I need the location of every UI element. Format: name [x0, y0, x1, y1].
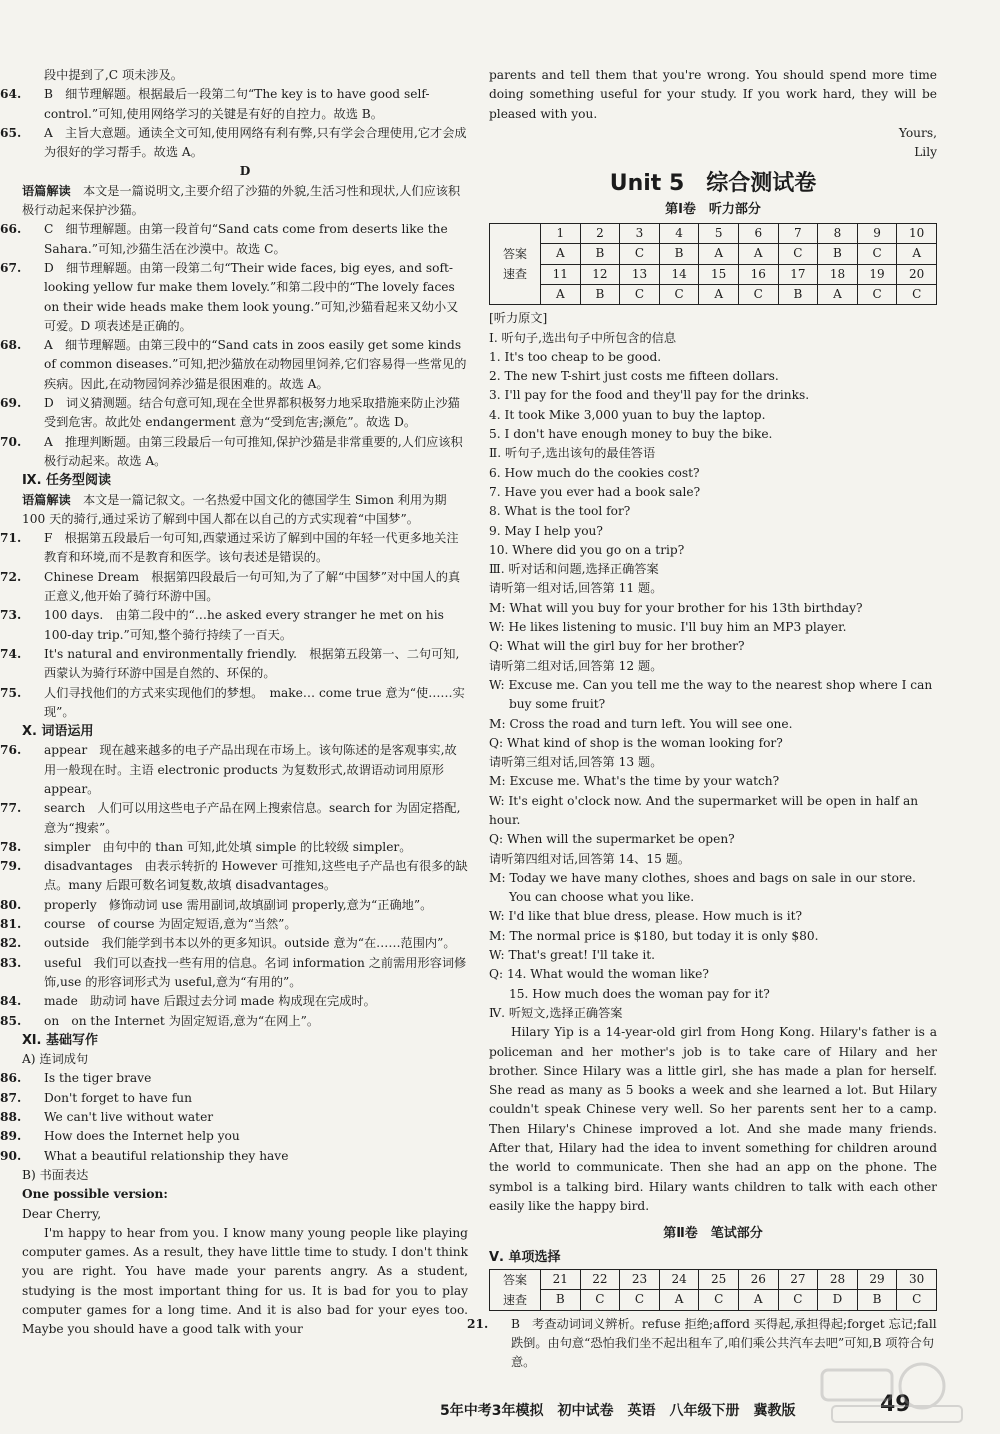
table-cell: 12 [580, 264, 620, 284]
text-line: 段中提到了,C 项未涉及。 [44, 68, 183, 82]
subsection-heading: B) 书面表达 [22, 1167, 89, 1182]
table-cell: 13 [620, 264, 660, 284]
table-cell: B [778, 284, 818, 304]
answer-item: 88. We can't live without water [0, 1110, 214, 1125]
table-cell: 21 [541, 1269, 581, 1290]
part-title: 第Ⅱ卷 笔试部分 [663, 1226, 763, 1242]
table-cell: 3 [620, 224, 660, 244]
table-cell: C [620, 284, 660, 304]
table-cell: 20 [897, 264, 937, 284]
table-cell: 16 [738, 264, 778, 284]
script-line: 5. I don't have enough money to buy the bike. [489, 427, 773, 442]
answer-item: 80. properly 修饰动词 use 需用副词,故填副词 properly,意为“正确地”。 [0, 897, 433, 912]
table-cell: 30 [897, 1269, 937, 1290]
answer-item: 84. made 助动词 have 后跟过去分词 made 构成现在完成时。 [0, 994, 376, 1009]
answer-item: 69. D 词义猜测题。结合句意可知,现在全世界都积极努力地采取措施来防止沙猫受到危害。故此处 endangerment 意为“受到危害;濒危”。故选 D。 [0, 396, 460, 430]
dialog-line: W: It's eight o'clock now. And the supermarket will be open in half an hour. [489, 793, 919, 827]
sample-label: One possible version: [22, 1187, 168, 1202]
answer-item: 74. It's natural and environmentally friendly. 根据第五段第一、二句可知,西蒙认为骑行环游中国是自然的、环保的。 [0, 646, 460, 681]
table-cell: 18 [818, 264, 858, 284]
answer-table-label: 答案 速查 [490, 1269, 541, 1310]
letter-body: I'm happy to hear from you. I know many young people like playing computer games. As a result, they have little time to study. I don't think you are right. You have made your parents angry. As a student, studying is the most important thing for us. It is bad for you to play computer games for a long time. And it is also bad for your eyes too. Maybe you should have a good talk with your [22, 1225, 468, 1337]
answer-item: 81. course of course 为固定短语,意为“当然”。 [0, 917, 297, 932]
table-cell: 23 [620, 1269, 660, 1290]
table-cell: 9 [857, 224, 897, 244]
table-cell: 22 [580, 1269, 620, 1290]
answer-item: 77. search 人们可以用这些电子产品在网上搜索信息。search for 为固定搭配,意为“搜索”。 [0, 801, 461, 835]
script-line: 7. Have you ever had a book sale? [489, 484, 701, 499]
letter-closing: Yours, [898, 125, 937, 140]
table-cell: 8 [818, 224, 858, 244]
answer-item: 73. 100 days. 由第二段中的“…he asked every stranger he met on his 100-day trip.”可知,整个骑行持续了一百天。 [0, 608, 444, 642]
section-letter: D [239, 164, 251, 179]
table-cell: 10 [897, 224, 937, 244]
table-cell: 26 [738, 1269, 778, 1290]
table-cell: 4 [659, 224, 699, 244]
answer-item: 65. A 主旨大意题。通读全文可知,使用网络有利有弊,只有学会合理使用,它才会成为很好的学习帮手。故选 A。 [0, 125, 467, 160]
table-cell: A [699, 244, 739, 264]
table-cell: B [818, 244, 858, 264]
section-heading: Ⅰ. 听句子,选出句子中所包含的信息 [489, 330, 677, 345]
group-note: 请听第三组对话,回答第 13 题。 [489, 755, 663, 770]
table-cell: B [659, 244, 699, 264]
listening-passage: Hilary Yip is a 14-year-old girl from Hong Kong. Hilary's father is a policeman and her mother's job is to take care of Hilary and her brother. Since Hilary was a little girl, she has made a plan for herself. She read as many as 5 books a week and she learned a lot. But Hilary couldn't speak Chinese very well. So her parents sent her to a camp. Then Hilary's Chinese improved a lot. And she made many friends. After that, Hilary had the idea to invent something for children around the world to communicate. Then she had an app on the phone. The symbol is a talking bird. Hilary wants children to talk with each other easily like the happy bird. [489, 1025, 937, 1213]
section-heading: Ⅴ. 单项选择 [489, 1249, 561, 1265]
answer-item: 87. Don't forget to have fun [0, 1090, 192, 1105]
answer-item: 71. F 根据第五段最后一句可知,西蒙通过采访了解到中国的年轻一代更多地关注教育和环境,而不是教育和医学。该句表述是错误的。 [0, 531, 459, 565]
table-cell: C [857, 284, 897, 304]
page-footer: 5年中考3年模拟 初中试卷 英语 八年级下册 冀教版 [440, 1403, 796, 1419]
answer-item: 66. C 细节理解题。由第一段首句“Sand cats come from deserts like the Sahara.”可知,沙猫生活在沙漠中。故选 C。 [0, 222, 448, 256]
table-cell: C [738, 284, 778, 304]
table-cell: C [580, 1290, 620, 1311]
table-cell: C [620, 1290, 660, 1311]
table-cell: C [778, 244, 818, 264]
answer-table-written [489, 1269, 937, 1311]
answer-item: 78. simpler 由句中的 than 可知,此处填 simple 的比较级 simpler。 [0, 839, 412, 854]
table-cell: 14 [659, 264, 699, 284]
table-cell: 7 [778, 224, 818, 244]
answer-item: 86. Is the tiger brave [0, 1071, 152, 1086]
table-cell: 6 [738, 224, 778, 244]
table-cell: A [541, 284, 581, 304]
dialog-line: W: That's great! I'll take it. [489, 948, 655, 963]
table-cell: A [738, 244, 778, 264]
answer-table-listening [489, 223, 937, 305]
letter-signature: Lily [914, 145, 937, 160]
dialog-line: Q: 14. What would the woman like? [489, 967, 709, 982]
answer-item: 85. on on the Internet 为固定短语,意为“在网上”。 [0, 1013, 320, 1028]
watermark-logo-icon [812, 1360, 972, 1426]
answer-item: 76. appear 现在越来越多的电子产品出现在市场上。该句陈述的是客观事实,故用一般现在时。主语 electronic products 为复数形式,故谓语动词用原形 appear。 [0, 743, 457, 796]
answer-item: 68. A 细节理解题。由第三段中的“Sand cats in zoos easily get some kinds of common diseases.”可知,把沙猫放在动物园里饲养,它们容易得一些常见的疾病。因此,在动物园饲养沙猫是很困难的。故选 A。 [0, 338, 467, 391]
dialog-line: Q: When will the supermarket be open? [489, 832, 735, 847]
dialog-line: M: Cross the road and turn left. You will see one. [489, 716, 793, 731]
section-heading: Ⅱ. 听句子,选出该句的最佳答语 [489, 446, 656, 461]
group-note: 请听第四组对话,回答第 14、15 题。 [489, 851, 691, 866]
table-cell: C [778, 1290, 818, 1311]
dialog-line: W: I'd like that blue dress, please. How much is it? [489, 909, 803, 924]
left-column [0, 66, 468, 1340]
answer-item: 79. disadvantages 由表示转折的 However 可推知,这些电子产品也有很多的缺点。many 后跟可数名词复数,故填 disadvantages。 [0, 859, 468, 893]
right-column [467, 66, 937, 1373]
dialog-line: M: What will you buy for your brother for his 13th birthday? [489, 600, 863, 615]
dialog-line: M: Excuse me. What's the time by your watch? [489, 774, 780, 789]
script-line: 3. I'll pay for the food and they'll pay for the drinks. [489, 388, 810, 403]
script-label: [听力原文] [489, 311, 548, 326]
answer-table-label: 答案 速查 [490, 224, 541, 305]
table-cell: D [818, 1290, 858, 1311]
answer-item: 67. D 细节理解题。由第一段第二句“Their wide faces, big eyes, and soft-looking yellow fur make them lovely.”和第二段中的“The lovely faces on their wide heads make them look young.”可知,沙猫看起来又幼小又可爱。D 项表述是正确的。 [0, 260, 459, 333]
section-heading: Ⅺ. 基础写作 [22, 1032, 99, 1048]
passage-intro: 语篇解读 本文是一篇说明文,主要介绍了沙猫的外貌,生活习性和现状,人们应该积极行动起来保护沙猫。 [22, 183, 461, 218]
dialog-line: Q: What kind of shop is the woman looking for? [489, 735, 783, 750]
table-cell: 1 [541, 224, 581, 244]
script-line: 9. May I help you? [489, 523, 603, 538]
dialog-line: M: Today we have many clothes, shoes and bags on sale in our store. You can choose what you like. [489, 870, 916, 905]
section-heading: Ⅸ. 任务型阅读 [22, 473, 112, 489]
table-cell: C [897, 1290, 937, 1311]
answer-item: 72. Chinese Dream 根据第四段最后一句可知,为了了解“中国梦”对中国人的真正意义,他开始了骑行环游中国。 [0, 569, 461, 604]
table-cell: 17 [778, 264, 818, 284]
section-heading: Ⅲ. 听对话和问题,选择正确答案 [489, 562, 659, 577]
table-cell: 25 [699, 1269, 739, 1290]
answer-item: 70. A 推理判断题。由第三段最后一句可推知,保护沙猫是非常重要的,人们应该积极行动起来。故选 A。 [0, 434, 463, 468]
script-line: 4. It took Mike 3,000 yuan to buy the laptop. [489, 407, 766, 422]
passage-intro: 语篇解读 本文是一篇记叙文。一名热爱中国文化的德国学生 Simon 利用为期 100 天的骑行,通过采访了解到中国人都在以自己的方式实现着“中国梦”。 [22, 492, 447, 526]
table-cell: C [699, 1290, 739, 1311]
dialog-line: 15. How much does the woman pay for it? [509, 986, 770, 1001]
script-line: 2. The new T-shirt just costs me fifteen dollars. [489, 369, 779, 384]
dialog-line: W: He likes listening to music. I'll buy him an MP3 player. [489, 620, 847, 635]
script-line: 10. Where did you go on a trip? [489, 542, 685, 557]
group-note: 请听第一组对话,回答第 11 题。 [489, 581, 663, 596]
answer-item: 83. useful 我们可以查找一些有用的信息。名词 information 之前需用形容词修饰,use 的形容词形式为 useful,意为“有用的”。 [0, 955, 467, 989]
table-cell: 29 [857, 1269, 897, 1290]
dialog-line: M: The normal price is $180, but today it is only $80. [489, 928, 819, 943]
table-cell: 2 [580, 224, 620, 244]
script-line: 6. How much do the cookies cost? [489, 465, 700, 480]
table-cell: A [659, 1290, 699, 1311]
answer-item: 64. B 细节理解题。根据最后一段第二句“The key is to have good self-control.”可知,使用网络学习的关键是有好的自控力。故选 B。 [0, 87, 430, 121]
table-cell: 27 [778, 1269, 818, 1290]
subsection-heading: A) 连词成句 [22, 1052, 89, 1067]
answer-item: 82. outside 我们能学到书本以外的更多知识。outside 意为“在……范围内”。 [0, 936, 456, 951]
table-cell: 28 [818, 1269, 858, 1290]
table-cell: B [857, 1290, 897, 1311]
section-heading: Ⅳ. 听短文,选择正确答案 [489, 1005, 623, 1020]
answer-item: 90. What a beautiful relationship they have [0, 1148, 289, 1163]
letter-greeting: Dear Cherry, [22, 1206, 102, 1221]
dialog-line: Q: What will the girl buy for her brother? [489, 639, 745, 654]
table-cell: C [897, 284, 937, 304]
script-line: 8. What is the tool for? [489, 504, 631, 519]
answer-item: 89. How does the Internet help you [0, 1129, 240, 1144]
table-cell: B [580, 284, 620, 304]
answer-item: 75. 人们寻找他们的方式来实现他们的梦想。 make… come true 意为“使……实现”。 [0, 685, 465, 719]
table-cell: A [818, 284, 858, 304]
page-number: 49 [880, 1392, 911, 1417]
table-cell: A [541, 244, 581, 264]
part-title: 第Ⅰ卷 听力部分 [665, 201, 761, 217]
table-cell: 11 [541, 264, 581, 284]
table-cell: A [897, 244, 937, 264]
table-cell: B [580, 244, 620, 264]
table-cell: A [699, 284, 739, 304]
unit-title: Unit 5 综合测试卷 [609, 171, 817, 197]
table-cell: A [738, 1290, 778, 1311]
table-cell: C [620, 244, 660, 264]
table-cell: 19 [857, 264, 897, 284]
answer-item: 21. B 考查动词词义辨析。refuse 拒绝;afford 买得起,承担得起;forget 忘记;fall 跌倒。由句意“恐怕我们坐不起出租车了,咱们乘公共汽车去吧”可知,B 项符合句意。 [467, 1316, 937, 1370]
letter-body-end: parents and tell them that you're wrong. You should spend more time doing something useful for your study. If you work hard, they will be pleased with you. [489, 68, 937, 121]
group-note: 请听第二组对话,回答第 12 题。 [489, 658, 663, 673]
table-cell: C [659, 284, 699, 304]
table-cell: 5 [699, 224, 739, 244]
table-cell: C [857, 244, 897, 264]
dialog-line: W: Excuse me. Can you tell me the way to the nearest shop where I can buy some fruit? [489, 677, 933, 712]
script-line: 1. It's too cheap to be good. [489, 349, 662, 364]
table-cell: 24 [659, 1269, 699, 1290]
section-heading: Ⅹ. 词语运用 [22, 724, 94, 740]
table-cell: 15 [699, 264, 739, 284]
table-cell: B [541, 1290, 581, 1311]
